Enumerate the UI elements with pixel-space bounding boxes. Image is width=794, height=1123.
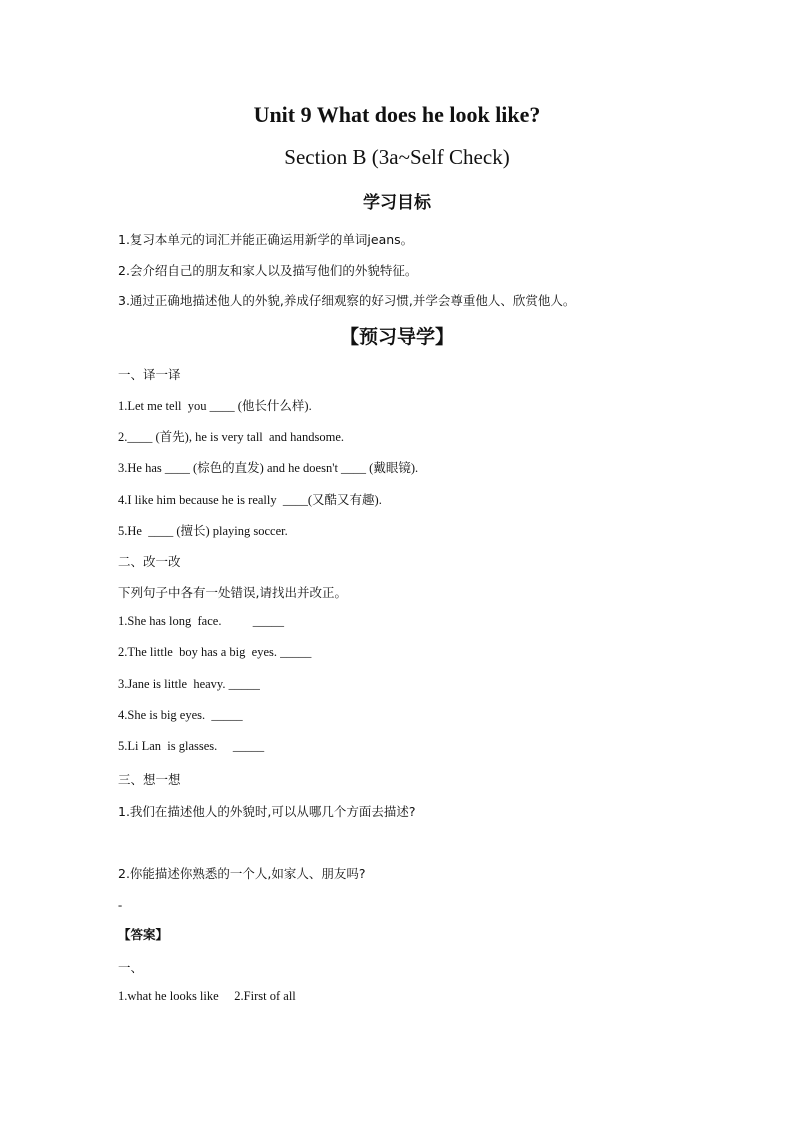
goal-item: 3.通过正确地描述他人的外貌,养成仔细观察的好习惯,并学会尊重他人、欣赏他人。 — [118, 293, 576, 308]
dash-mark: - — [118, 898, 123, 912]
goals-heading: 学习目标 — [363, 193, 431, 213]
preview-heading: 【预习导学】 — [339, 326, 454, 348]
answers-part1-label: 一、 — [118, 960, 144, 975]
translate-item: 3.He has ____ (棕色的直发) and he doesn't ____ (戴眼镜). — [118, 461, 419, 475]
answer-line: 1.what he looks like 2.First of all — [118, 989, 296, 1003]
translate-item: 4.I like him because he is really ____(又酷又有趣). — [118, 493, 382, 507]
part3-heading: 三、想一想 — [118, 772, 181, 787]
correction-item: 1.She has long face. _____ — [118, 614, 284, 628]
think-item: 1.我们在描述他人的外貌时,可以从哪几个方面去描述? — [118, 804, 416, 819]
correction-item: 5.Li Lan is glasses. _____ — [118, 739, 265, 753]
correction-item: 2.The little boy has a big eyes. _____ — [118, 645, 312, 659]
goal-item: 2.会介绍自己的朋友和家人以及描写他们的外貌特征。 — [118, 263, 418, 278]
answers-heading: 【答案】 — [118, 927, 169, 942]
part2-instruction: 下列句子中各有一处错误,请找出并改正。 — [118, 585, 347, 600]
translate-item: 1.Let me tell you ____ (他长什么样). — [118, 399, 312, 413]
correction-item: 3.Jane is little heavy. _____ — [118, 677, 260, 691]
translate-item: 5.He ____ (擅长) playing soccer. — [118, 524, 288, 538]
correction-item: 4.She is big eyes. _____ — [118, 708, 243, 722]
think-item: 2.你能描述你熟悉的一个人,如家人、朋友吗? — [118, 866, 366, 881]
goal-item: 1.复习本单元的词汇并能正确运用新学的单词jeans。 — [118, 232, 414, 247]
part1-heading: 一、译一译 — [118, 367, 181, 382]
unit-title: Unit 9 What does he look like? — [253, 102, 541, 127]
part2-heading: 二、改一改 — [118, 554, 181, 569]
translate-item: 2.____ (首先), he is very tall and handsome. — [118, 430, 344, 444]
section-title: Section B (3a~Self Check) — [284, 145, 510, 169]
